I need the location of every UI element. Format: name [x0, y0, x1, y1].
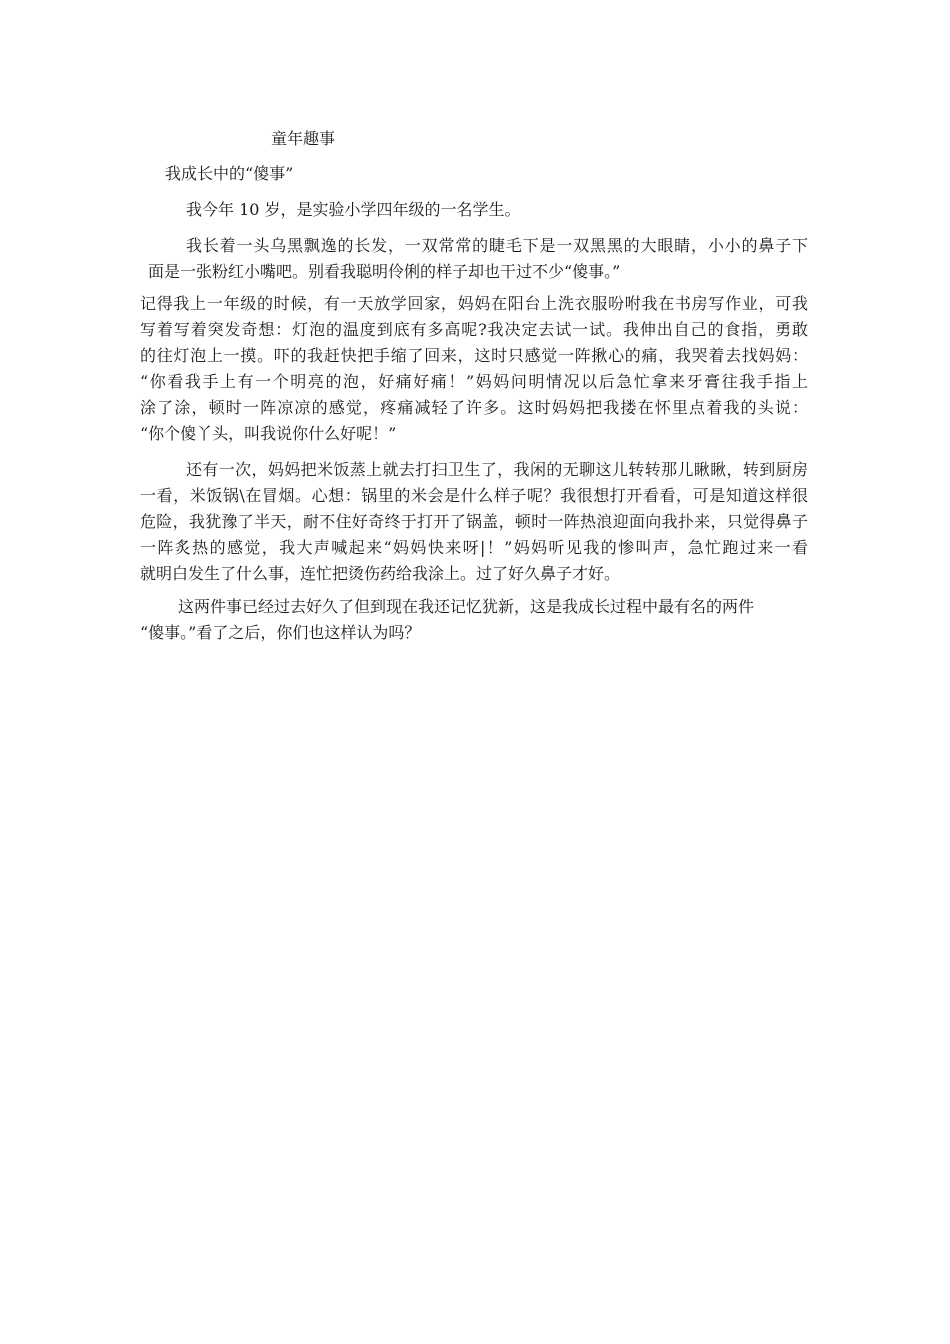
paragraph-line: 危险，我犹豫了半天，耐不住好奇终于打开了锅盖，顿时一阵热浪迎面向我扑来，只觉得鼻子 — [140, 512, 808, 531]
paragraph-line: 一看，米饭锅\在冒烟。心想：锅里的米会是什么样子呢？我很想打开看看，可是知道这样很 — [140, 486, 808, 505]
document-subtitle: 我成长中的“傻事” — [165, 164, 294, 183]
paragraph-line: “你看我手上有一个明亮的泡，好痛好痛！”妈妈问明情况以后急忙拿来牙膏往我手指上 — [140, 372, 808, 391]
paragraph-line: 记得我上一年级的时候，有一天放学回家，妈妈在阳台上洗衣服吩咐我在书房写作业，可我 — [140, 294, 808, 313]
paragraph-line: 面是一张粉红小嘴吧。别看我聪明伶俐的样子却也干过不少“傻事。” — [148, 262, 621, 281]
paragraph-line: “傻事。”看了之后，你们也这样认为吗？ — [140, 623, 421, 642]
paragraph-line: 写着写着突发奇想：灯泡的温度到底有多高呢?我决定去试一试。我伸出自己的食指，勇敢 — [140, 320, 808, 339]
paragraph-line: 我长着一头乌黑飘逸的长发，一双常常的睫毛下是一双黑黑的大眼睛，小小的鼻子下 — [186, 236, 808, 255]
paragraph-line: 我今年 10 岁，是实验小学四年级的一名学生。 — [186, 200, 521, 219]
paragraph-line: “你个傻丫头，叫我说你什么好呢！” — [140, 424, 397, 443]
paragraph-line: 就明白发生了什么事，连忙把烫伤药给我涂上。过了好久鼻子才好。 — [140, 564, 621, 583]
paragraph-line: 涂了涂，顿时一阵凉凉的感觉，疼痛减轻了许多。这时妈妈把我搂在怀里点着我的头说： — [140, 398, 808, 417]
paragraph-line: 还有一次，妈妈把米饭蒸上就去打扫卫生了，我闲的无聊这儿转转那儿瞅瞅，转到厨房 — [186, 460, 808, 479]
paragraph-line: 这两件事已经过去好久了但到现在我还记忆犹新，这是我成长过程中最有名的两件 — [178, 597, 755, 616]
document-title: 童年趣事 — [271, 129, 336, 148]
paragraph-line: 一阵炙热的感觉，我大声喊起来“妈妈快来呀|！”妈妈听见我的惨叫声，急忙跑过来一看 — [140, 538, 808, 557]
paragraph-line: 的往灯泡上一摸。吓的我赶快把手缩了回来，这时只感觉一阵揪心的痛，我哭着去找妈妈： — [140, 346, 808, 365]
